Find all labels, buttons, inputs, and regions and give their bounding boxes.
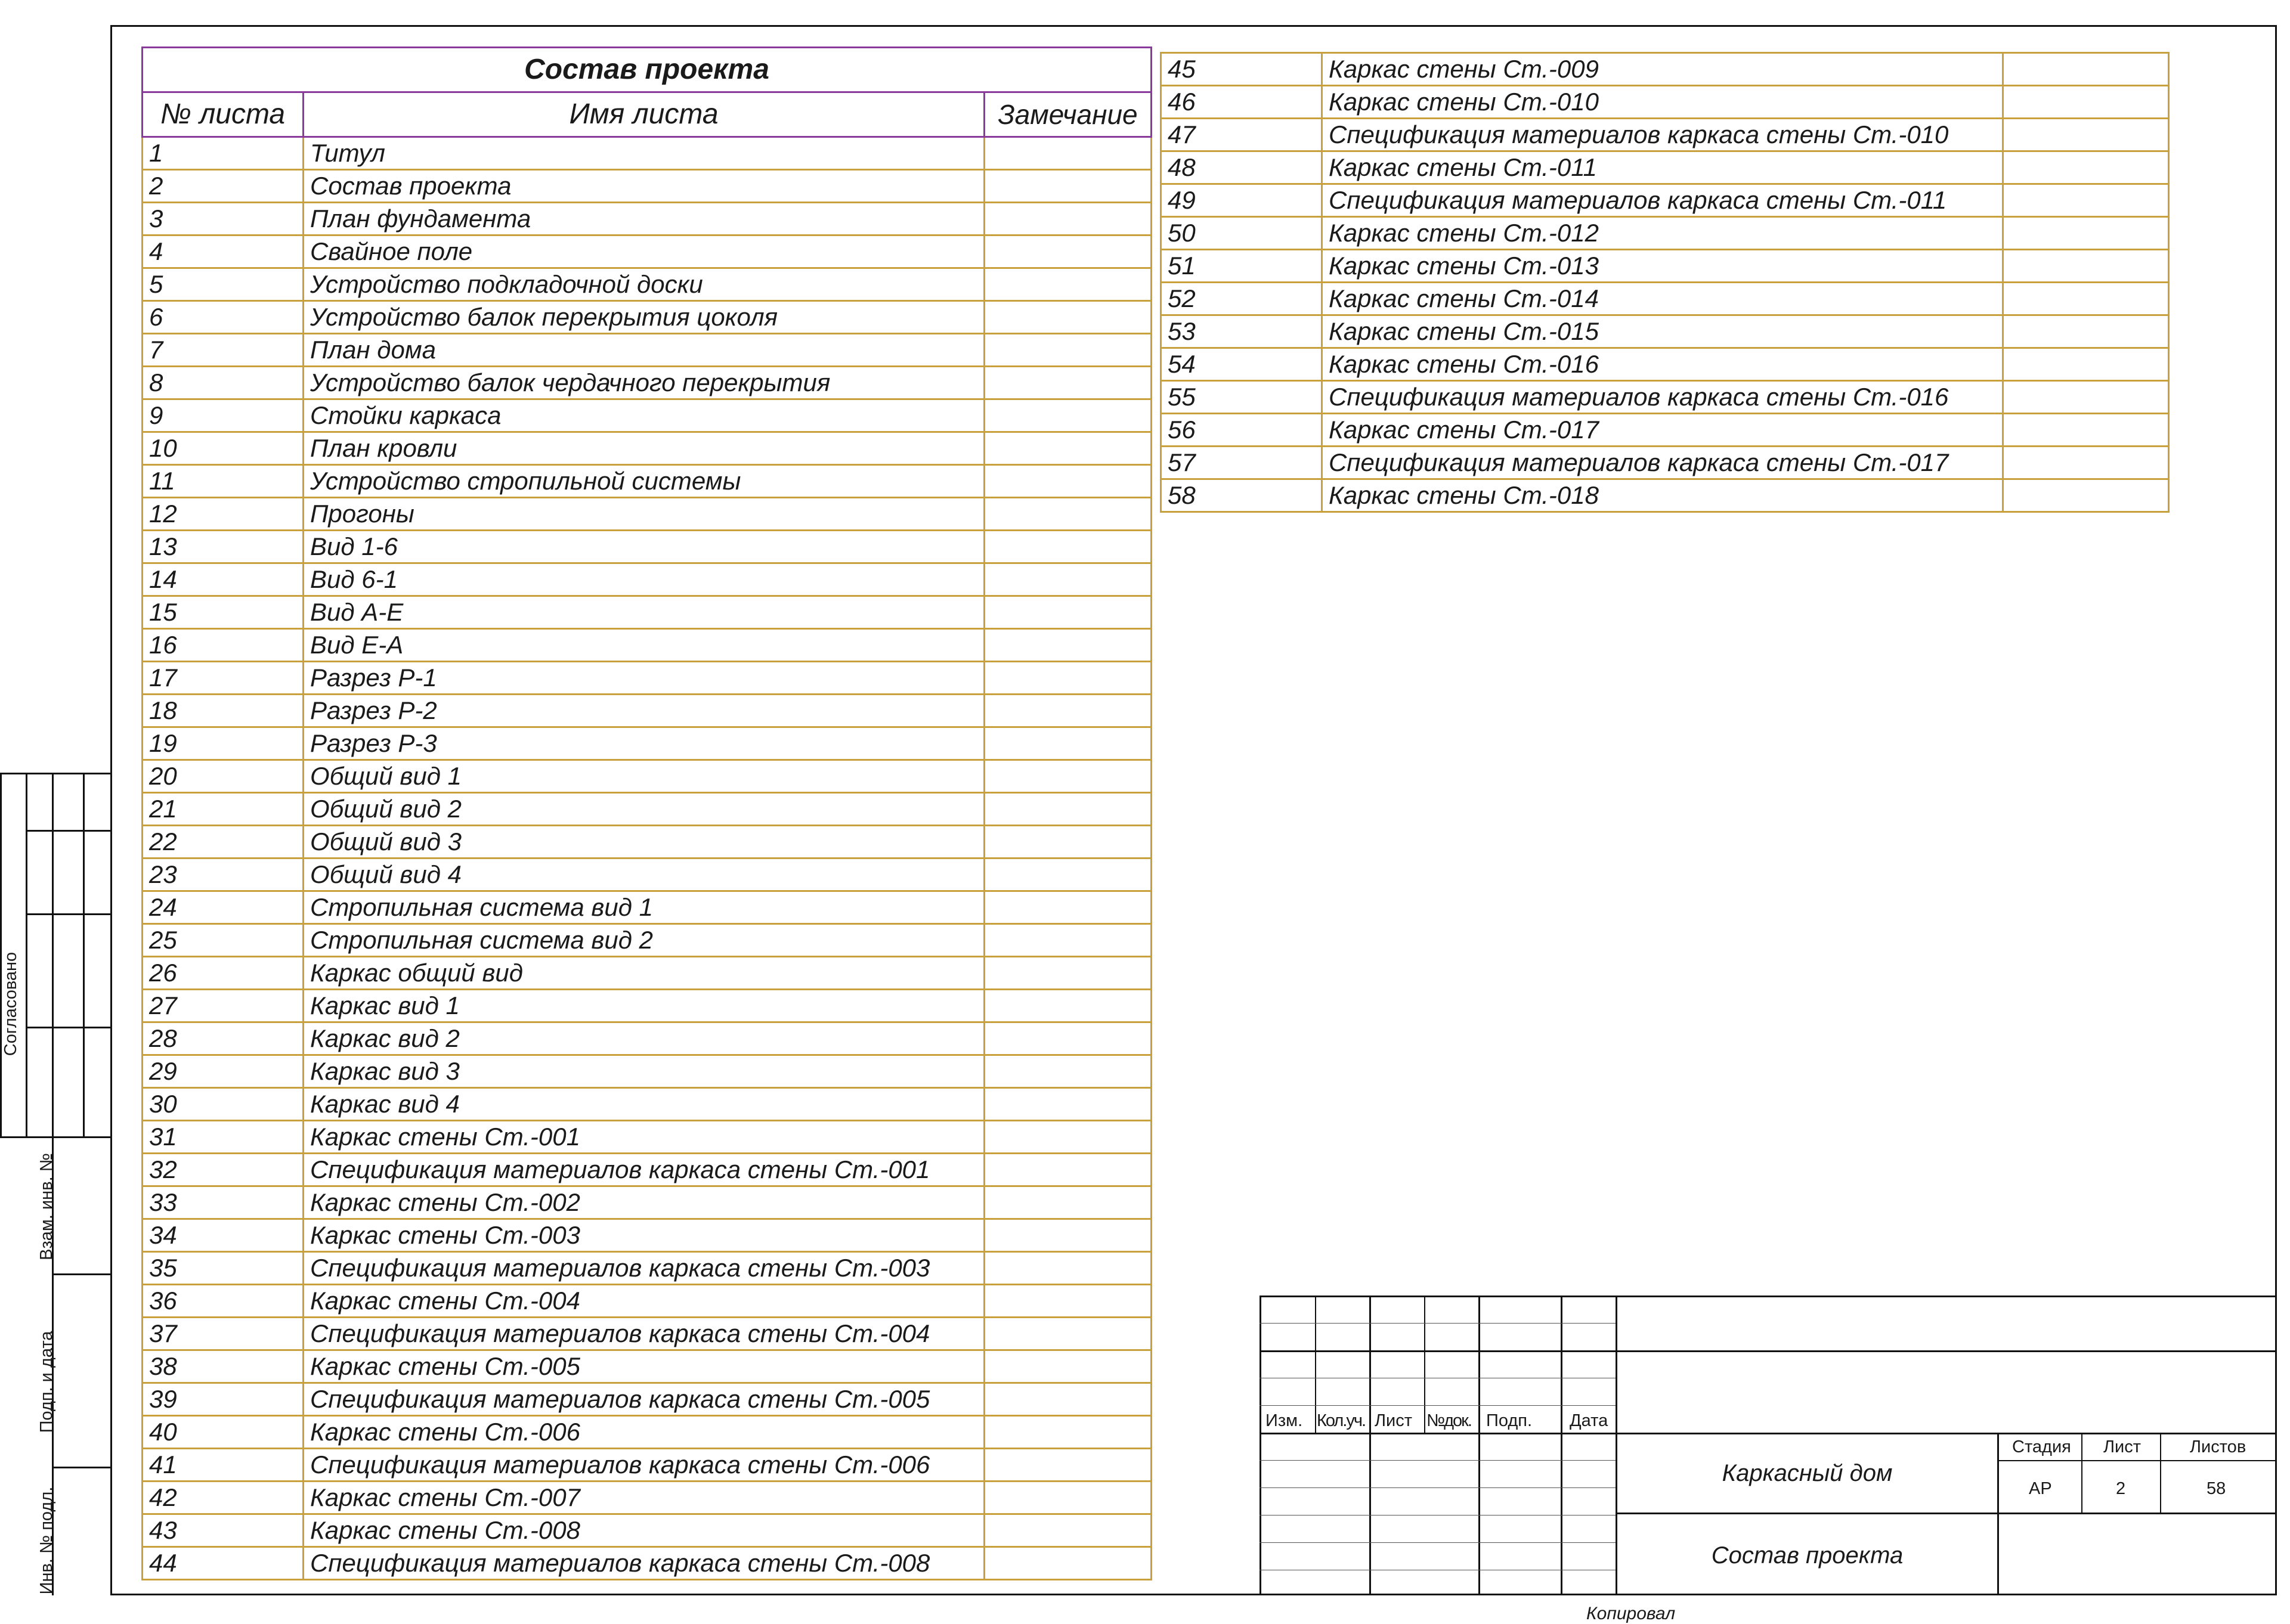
sheet-number-cell: 5 xyxy=(143,268,304,301)
sheet-note-cell xyxy=(985,1482,1152,1514)
sheet-note-cell xyxy=(2003,217,2169,250)
table-row xyxy=(143,1350,1152,1383)
sheet-name-cell: Каркас общий вид xyxy=(304,957,985,990)
sheet-name-cell: Каркас вид 1 xyxy=(304,990,985,1022)
table-title-row xyxy=(143,48,1152,92)
sheet-name-cell: Каркас стены Ст.-002 xyxy=(304,1186,985,1219)
sheet-note-cell xyxy=(985,268,1152,301)
table-row xyxy=(1161,315,2169,348)
sheet-name-cell: Каркас стены Ст.-009 xyxy=(1322,53,2003,86)
sheet-number-cell: 11 xyxy=(143,465,304,498)
drawing-name: Состав проекта xyxy=(1711,1542,1904,1569)
table-row xyxy=(143,826,1152,859)
sheet-number-cell: 40 xyxy=(143,1416,304,1449)
sheet-name-cell: Стропильная система вид 2 xyxy=(304,924,985,957)
sheet-name-cell: Общий вид 1 xyxy=(304,760,985,793)
sheet-note-cell xyxy=(985,334,1152,367)
table-row xyxy=(143,367,1152,399)
sheet-note-cell xyxy=(985,1318,1152,1350)
sheet-name-cell: Разрез Р-1 xyxy=(304,662,985,695)
sheet-name-cell: Каркас стены Ст.-018 xyxy=(1322,479,2003,512)
sheet-name-cell: Каркас стены Ст.-008 xyxy=(304,1514,985,1547)
sheet-name-cell: Каркас стены Ст.-017 xyxy=(1322,414,2003,447)
table-row xyxy=(1161,184,2169,217)
sheet-number-cell: 35 xyxy=(143,1252,304,1285)
sheet-name-cell: Спецификация материалов каркаса стены Ст.-016 xyxy=(1322,381,2003,414)
sheet-number-cell: 47 xyxy=(1161,119,1322,151)
sheet-note-cell xyxy=(985,367,1152,399)
sheet-number-cell: 2 xyxy=(143,170,304,203)
sheet-note-cell xyxy=(985,563,1152,596)
col-kol-uch: Кол.уч. xyxy=(1317,1411,1366,1430)
table-row xyxy=(143,957,1152,990)
table-row xyxy=(1161,479,2169,512)
sheet-number-cell: 18 xyxy=(143,695,304,727)
sheet-name-cell: Каркас стены Ст.-010 xyxy=(1322,86,2003,119)
sheet-number-cell: 50 xyxy=(1161,217,1322,250)
sheet-note-cell xyxy=(985,170,1152,203)
sheet-note-cell xyxy=(2003,283,2169,315)
sheet-note-cell xyxy=(2003,348,2169,381)
sheet-name-cell: Спецификация материалов каркаса стены Ст.-010 xyxy=(1322,119,2003,151)
table-row xyxy=(143,1121,1152,1154)
table-row xyxy=(143,859,1152,891)
sign-date-label: Подп. и дата xyxy=(37,1331,56,1433)
project-name: Каркасный дом xyxy=(1722,1460,1893,1486)
table-row xyxy=(143,137,1152,170)
sheet-note-cell xyxy=(985,1514,1152,1547)
sheet-number-cell: 29 xyxy=(143,1055,304,1088)
sheet-number-cell: 14 xyxy=(143,563,304,596)
sheet-note-cell xyxy=(985,1219,1152,1252)
sheet-name-cell: Вид 6-1 xyxy=(304,563,985,596)
sheet-number-cell: 17 xyxy=(143,662,304,695)
sheet-name-cell: Устройство стропильной системы xyxy=(304,465,985,498)
sheet-number-cell: 9 xyxy=(143,399,304,432)
sheet-name-cell: План дома xyxy=(304,334,985,367)
sheet-value: 2 xyxy=(2116,1479,2126,1498)
table-row xyxy=(1161,381,2169,414)
stage-value: АР xyxy=(2029,1479,2052,1498)
sheet-number-cell: 34 xyxy=(143,1219,304,1252)
sheet-number-cell: 6 xyxy=(143,301,304,334)
stage-label: Стадия xyxy=(2012,1437,2071,1456)
sheets-value: 58 xyxy=(2207,1479,2226,1498)
table-row xyxy=(143,1318,1152,1350)
sheet-number-cell: 57 xyxy=(1161,447,1322,479)
table-row xyxy=(1161,348,2169,381)
sheet-note-cell xyxy=(985,1449,1152,1482)
sheet-number-cell: 56 xyxy=(1161,414,1322,447)
sheet-note-cell xyxy=(985,1416,1152,1449)
sheet-note-cell xyxy=(985,1154,1152,1186)
sheet-note-cell xyxy=(985,1186,1152,1219)
sheet-note-cell xyxy=(985,1285,1152,1318)
sheet-number-cell: 45 xyxy=(1161,53,1322,86)
col-header-number: № листа xyxy=(143,92,304,137)
table-row xyxy=(143,465,1152,498)
table-row xyxy=(1161,283,2169,315)
table-row xyxy=(143,1449,1152,1482)
sheet-note-cell xyxy=(985,1547,1152,1580)
sheet-note-cell xyxy=(985,695,1152,727)
table-row xyxy=(143,924,1152,957)
sheet-note-cell xyxy=(985,498,1152,531)
table-row xyxy=(143,498,1152,531)
sheet-number-cell: 24 xyxy=(143,891,304,924)
sheet-name-cell: Общий вид 3 xyxy=(304,826,985,859)
side-stamp xyxy=(0,773,112,1595)
sheet-name-cell: Титул xyxy=(304,137,985,170)
table-row xyxy=(143,891,1152,924)
table-row xyxy=(143,1252,1152,1285)
table-row xyxy=(143,1219,1152,1252)
sheet-note-cell xyxy=(985,531,1152,563)
table-row xyxy=(143,1285,1152,1318)
table-row xyxy=(143,1514,1152,1547)
sheet-note-cell xyxy=(985,629,1152,662)
sheet-number-cell: 36 xyxy=(143,1285,304,1318)
table-row xyxy=(143,1022,1152,1055)
table-row xyxy=(143,1416,1152,1449)
sheet-note-cell xyxy=(985,596,1152,629)
sheet-name-cell: Стойки каркаса xyxy=(304,399,985,432)
sheet-number-cell: 43 xyxy=(143,1514,304,1547)
sheet-number-cell: 25 xyxy=(143,924,304,957)
sheet-name-cell: Каркас стены Ст.-004 xyxy=(304,1285,985,1318)
sheet-number-cell: 54 xyxy=(1161,348,1322,381)
inv-orig-label: Инв. № подл. xyxy=(37,1486,56,1595)
agreed-label: Согласовано xyxy=(1,952,20,1056)
sheet-number-cell: 26 xyxy=(143,957,304,990)
sheet-name-cell: Стропильная система вид 1 xyxy=(304,891,985,924)
sheet-name-cell: Устройство подкладочной доски xyxy=(304,268,985,301)
sheet-name-cell: Общий вид 4 xyxy=(304,859,985,891)
title-block xyxy=(1260,1296,2277,1595)
table-row xyxy=(1161,53,2169,86)
sheet-number-cell: 12 xyxy=(143,498,304,531)
table-title: Состав проекта xyxy=(143,48,1152,92)
sheet-note-cell xyxy=(985,662,1152,695)
sheet-name-cell: Вид А-Е xyxy=(304,596,985,629)
col-data: Дата xyxy=(1570,1411,1608,1430)
sheet-number-cell: 48 xyxy=(1161,151,1322,184)
sheet-number-cell: 33 xyxy=(143,1186,304,1219)
sheet-note-cell xyxy=(2003,119,2169,151)
sheet-number-cell: 23 xyxy=(143,859,304,891)
sheet-number-cell: 51 xyxy=(1161,250,1322,283)
table-row xyxy=(143,235,1152,268)
table-row xyxy=(143,1154,1152,1186)
sheet-name-cell: Каркас вид 4 xyxy=(304,1088,985,1121)
sheet-number-cell: 30 xyxy=(143,1088,304,1121)
sheet-number-cell: 20 xyxy=(143,760,304,793)
table-row xyxy=(143,990,1152,1022)
sheet-number-cell: 49 xyxy=(1161,184,1322,217)
sheet-number-cell: 53 xyxy=(1161,315,1322,348)
sheet-number-cell: 22 xyxy=(143,826,304,859)
sheet-note-cell xyxy=(985,1055,1152,1088)
col-izm: Изм. xyxy=(1265,1411,1303,1430)
sheet-name-cell: Спецификация материалов каркаса стены Ст.-005 xyxy=(304,1383,985,1416)
sheet-name-cell: Спецификация материалов каркаса стены Ст.-011 xyxy=(1322,184,2003,217)
table-row xyxy=(1161,86,2169,119)
col-header-name: Имя листа xyxy=(304,92,985,137)
sheet-number-cell: 13 xyxy=(143,531,304,563)
sheet-name-cell: План кровли xyxy=(304,432,985,465)
sheet-note-cell xyxy=(985,1121,1152,1154)
sheet-note-cell xyxy=(985,727,1152,760)
sheet-name-cell: Каркас стены Ст.-001 xyxy=(304,1121,985,1154)
sheet-note-cell xyxy=(985,399,1152,432)
sheet-number-cell: 16 xyxy=(143,629,304,662)
sheet-note-cell xyxy=(2003,151,2169,184)
sheet-name-cell: Спецификация материалов каркаса стены Ст.-006 xyxy=(304,1449,985,1482)
table-row xyxy=(1161,217,2169,250)
sheet-note-cell xyxy=(985,203,1152,235)
table-row xyxy=(143,432,1152,465)
table-row xyxy=(143,268,1152,301)
sheet-note-cell xyxy=(2003,381,2169,414)
sheet-number-cell: 21 xyxy=(143,793,304,826)
table-row xyxy=(143,334,1152,367)
table-row xyxy=(143,727,1152,760)
sheet-number-cell: 28 xyxy=(143,1022,304,1055)
table-row xyxy=(143,399,1152,432)
sheet-number-cell: 8 xyxy=(143,367,304,399)
sheet-name-cell: Спецификация материалов каркаса стены Ст.-008 xyxy=(304,1547,985,1580)
sheet-name-cell: Устройство балок перекрытия цоколя xyxy=(304,301,985,334)
sheet-number-cell: 55 xyxy=(1161,381,1322,414)
sheet-name-cell: Состав проекта xyxy=(304,170,985,203)
table-row xyxy=(143,1482,1152,1514)
sheet-note-cell xyxy=(2003,315,2169,348)
sheet-note-cell xyxy=(2003,53,2169,86)
sheet-note-cell xyxy=(985,465,1152,498)
table-row xyxy=(1161,447,2169,479)
col-ndok: №док. xyxy=(1426,1411,1471,1430)
sheet-note-cell xyxy=(985,990,1152,1022)
project-composition-table-continued xyxy=(1160,52,2170,513)
table-row xyxy=(143,170,1152,203)
table-row xyxy=(143,531,1152,563)
sheet-note-cell xyxy=(2003,414,2169,447)
sheet-number-cell: 15 xyxy=(143,596,304,629)
sheet-name-cell: Каркас стены Ст.-012 xyxy=(1322,217,2003,250)
sheet-number-cell: 38 xyxy=(143,1350,304,1383)
project-composition-table xyxy=(141,47,1152,1580)
sheet-name-cell: Общий вид 2 xyxy=(304,793,985,826)
table-row xyxy=(1161,151,2169,184)
sheet-note-cell xyxy=(985,891,1152,924)
sheet-name-cell: Вид 1-6 xyxy=(304,531,985,563)
sheet-note-cell xyxy=(985,957,1152,990)
sheet-note-cell xyxy=(2003,184,2169,217)
sheet-name-cell: Каркас вид 2 xyxy=(304,1022,985,1055)
table-row xyxy=(143,563,1152,596)
sheet-note-cell xyxy=(985,826,1152,859)
sheet-name-cell: Каркас стены Ст.-011 xyxy=(1322,151,2003,184)
table-row xyxy=(1161,119,2169,151)
sheet-number-cell: 39 xyxy=(143,1383,304,1416)
sheet-note-cell xyxy=(985,1022,1152,1055)
sheet-note-cell xyxy=(985,235,1152,268)
table-row xyxy=(143,760,1152,793)
table-row xyxy=(143,301,1152,334)
sheet-note-cell xyxy=(985,760,1152,793)
col-header-note: Замечание xyxy=(985,92,1152,137)
table-row xyxy=(143,1383,1152,1416)
sheet-number-cell: 44 xyxy=(143,1547,304,1580)
sheet-number-cell: 32 xyxy=(143,1154,304,1186)
sheet-name-cell: Каркас стены Ст.-006 xyxy=(304,1416,985,1449)
table-row xyxy=(143,1186,1152,1219)
sheet-number-cell: 42 xyxy=(143,1482,304,1514)
sheet-label: Лист xyxy=(2103,1437,2142,1456)
sheet-name-cell: Спецификация материалов каркаса стены Ст.-003 xyxy=(304,1252,985,1285)
sheet-name-cell: План фундамента xyxy=(304,203,985,235)
table-row xyxy=(1161,250,2169,283)
replaced-inv-label: Взам. инв. № xyxy=(37,1153,56,1260)
sheet-name-cell: Каркас стены Ст.-007 xyxy=(304,1482,985,1514)
sheet-note-cell xyxy=(2003,250,2169,283)
sheet-name-cell: Спецификация материалов каркаса стены Ст.-017 xyxy=(1322,447,2003,479)
sheet-note-cell xyxy=(985,1350,1152,1383)
sheets-label: Листов xyxy=(2190,1437,2246,1456)
sheet-name-cell: Разрез Р-3 xyxy=(304,727,985,760)
table-row xyxy=(1161,414,2169,447)
table-row xyxy=(143,1547,1152,1580)
sheet-number-cell: 58 xyxy=(1161,479,1322,512)
sheet-number-cell: 19 xyxy=(143,727,304,760)
sheet-note-cell xyxy=(985,137,1152,170)
sheet-name-cell: Каркас стены Ст.-015 xyxy=(1322,315,2003,348)
table-row xyxy=(143,662,1152,695)
sheet-name-cell: Каркас стены Ст.-005 xyxy=(304,1350,985,1383)
copied-label: Копировал xyxy=(1586,1604,1676,1623)
sheet-name-cell: Каркас стены Ст.-013 xyxy=(1322,250,2003,283)
table-row xyxy=(143,629,1152,662)
sheet-number-cell: 3 xyxy=(143,203,304,235)
sheet-name-cell: Свайное поле xyxy=(304,235,985,268)
col-podp: Подп. xyxy=(1486,1411,1533,1430)
sheet-name-cell: Вид Е-А xyxy=(304,629,985,662)
sheet-note-cell xyxy=(2003,86,2169,119)
sheet-note-cell xyxy=(985,432,1152,465)
sheet-name-cell: Спецификация материалов каркаса стены Ст.-001 xyxy=(304,1154,985,1186)
sheet-note-cell xyxy=(2003,447,2169,479)
sheet-name-cell: Устройство балок чердачного перекрытия xyxy=(304,367,985,399)
sheet-number-cell: 10 xyxy=(143,432,304,465)
sheet-note-cell xyxy=(985,1383,1152,1416)
sheet-note-cell xyxy=(985,793,1152,826)
sheet-number-cell: 7 xyxy=(143,334,304,367)
sheet-name-cell: Спецификация материалов каркаса стены Ст.-004 xyxy=(304,1318,985,1350)
sheet-note-cell xyxy=(985,1252,1152,1285)
sheet-number-cell: 27 xyxy=(143,990,304,1022)
sheet-number-cell: 52 xyxy=(1161,283,1322,315)
sheet-name-cell: Разрез Р-2 xyxy=(304,695,985,727)
table-row xyxy=(143,793,1152,826)
sheet-note-cell xyxy=(985,1088,1152,1121)
sheet-note-cell xyxy=(985,301,1152,334)
sheet-number-cell: 1 xyxy=(143,137,304,170)
sheet-name-cell: Прогоны xyxy=(304,498,985,531)
table-row xyxy=(143,203,1152,235)
sheet-name-cell: Каркас стены Ст.-016 xyxy=(1322,348,2003,381)
sheet-name-cell: Каркас стены Ст.-003 xyxy=(304,1219,985,1252)
sheet-number-cell: 46 xyxy=(1161,86,1322,119)
sheet-number-cell: 37 xyxy=(143,1318,304,1350)
sheet-number-cell: 4 xyxy=(143,235,304,268)
sheet-number-cell: 31 xyxy=(143,1121,304,1154)
table-row xyxy=(143,695,1152,727)
sheet-name-cell: Каркас вид 3 xyxy=(304,1055,985,1088)
table-header-row xyxy=(143,92,1152,137)
table-row xyxy=(143,1088,1152,1121)
sheet-note-cell xyxy=(985,924,1152,957)
sheet-number-cell: 41 xyxy=(143,1449,304,1482)
col-list: Лист xyxy=(1375,1411,1413,1430)
sheet-note-cell xyxy=(985,859,1152,891)
table-row xyxy=(143,1055,1152,1088)
sheet-name-cell: Каркас стены Ст.-014 xyxy=(1322,283,2003,315)
sheet-note-cell xyxy=(2003,479,2169,512)
table-row xyxy=(143,596,1152,629)
